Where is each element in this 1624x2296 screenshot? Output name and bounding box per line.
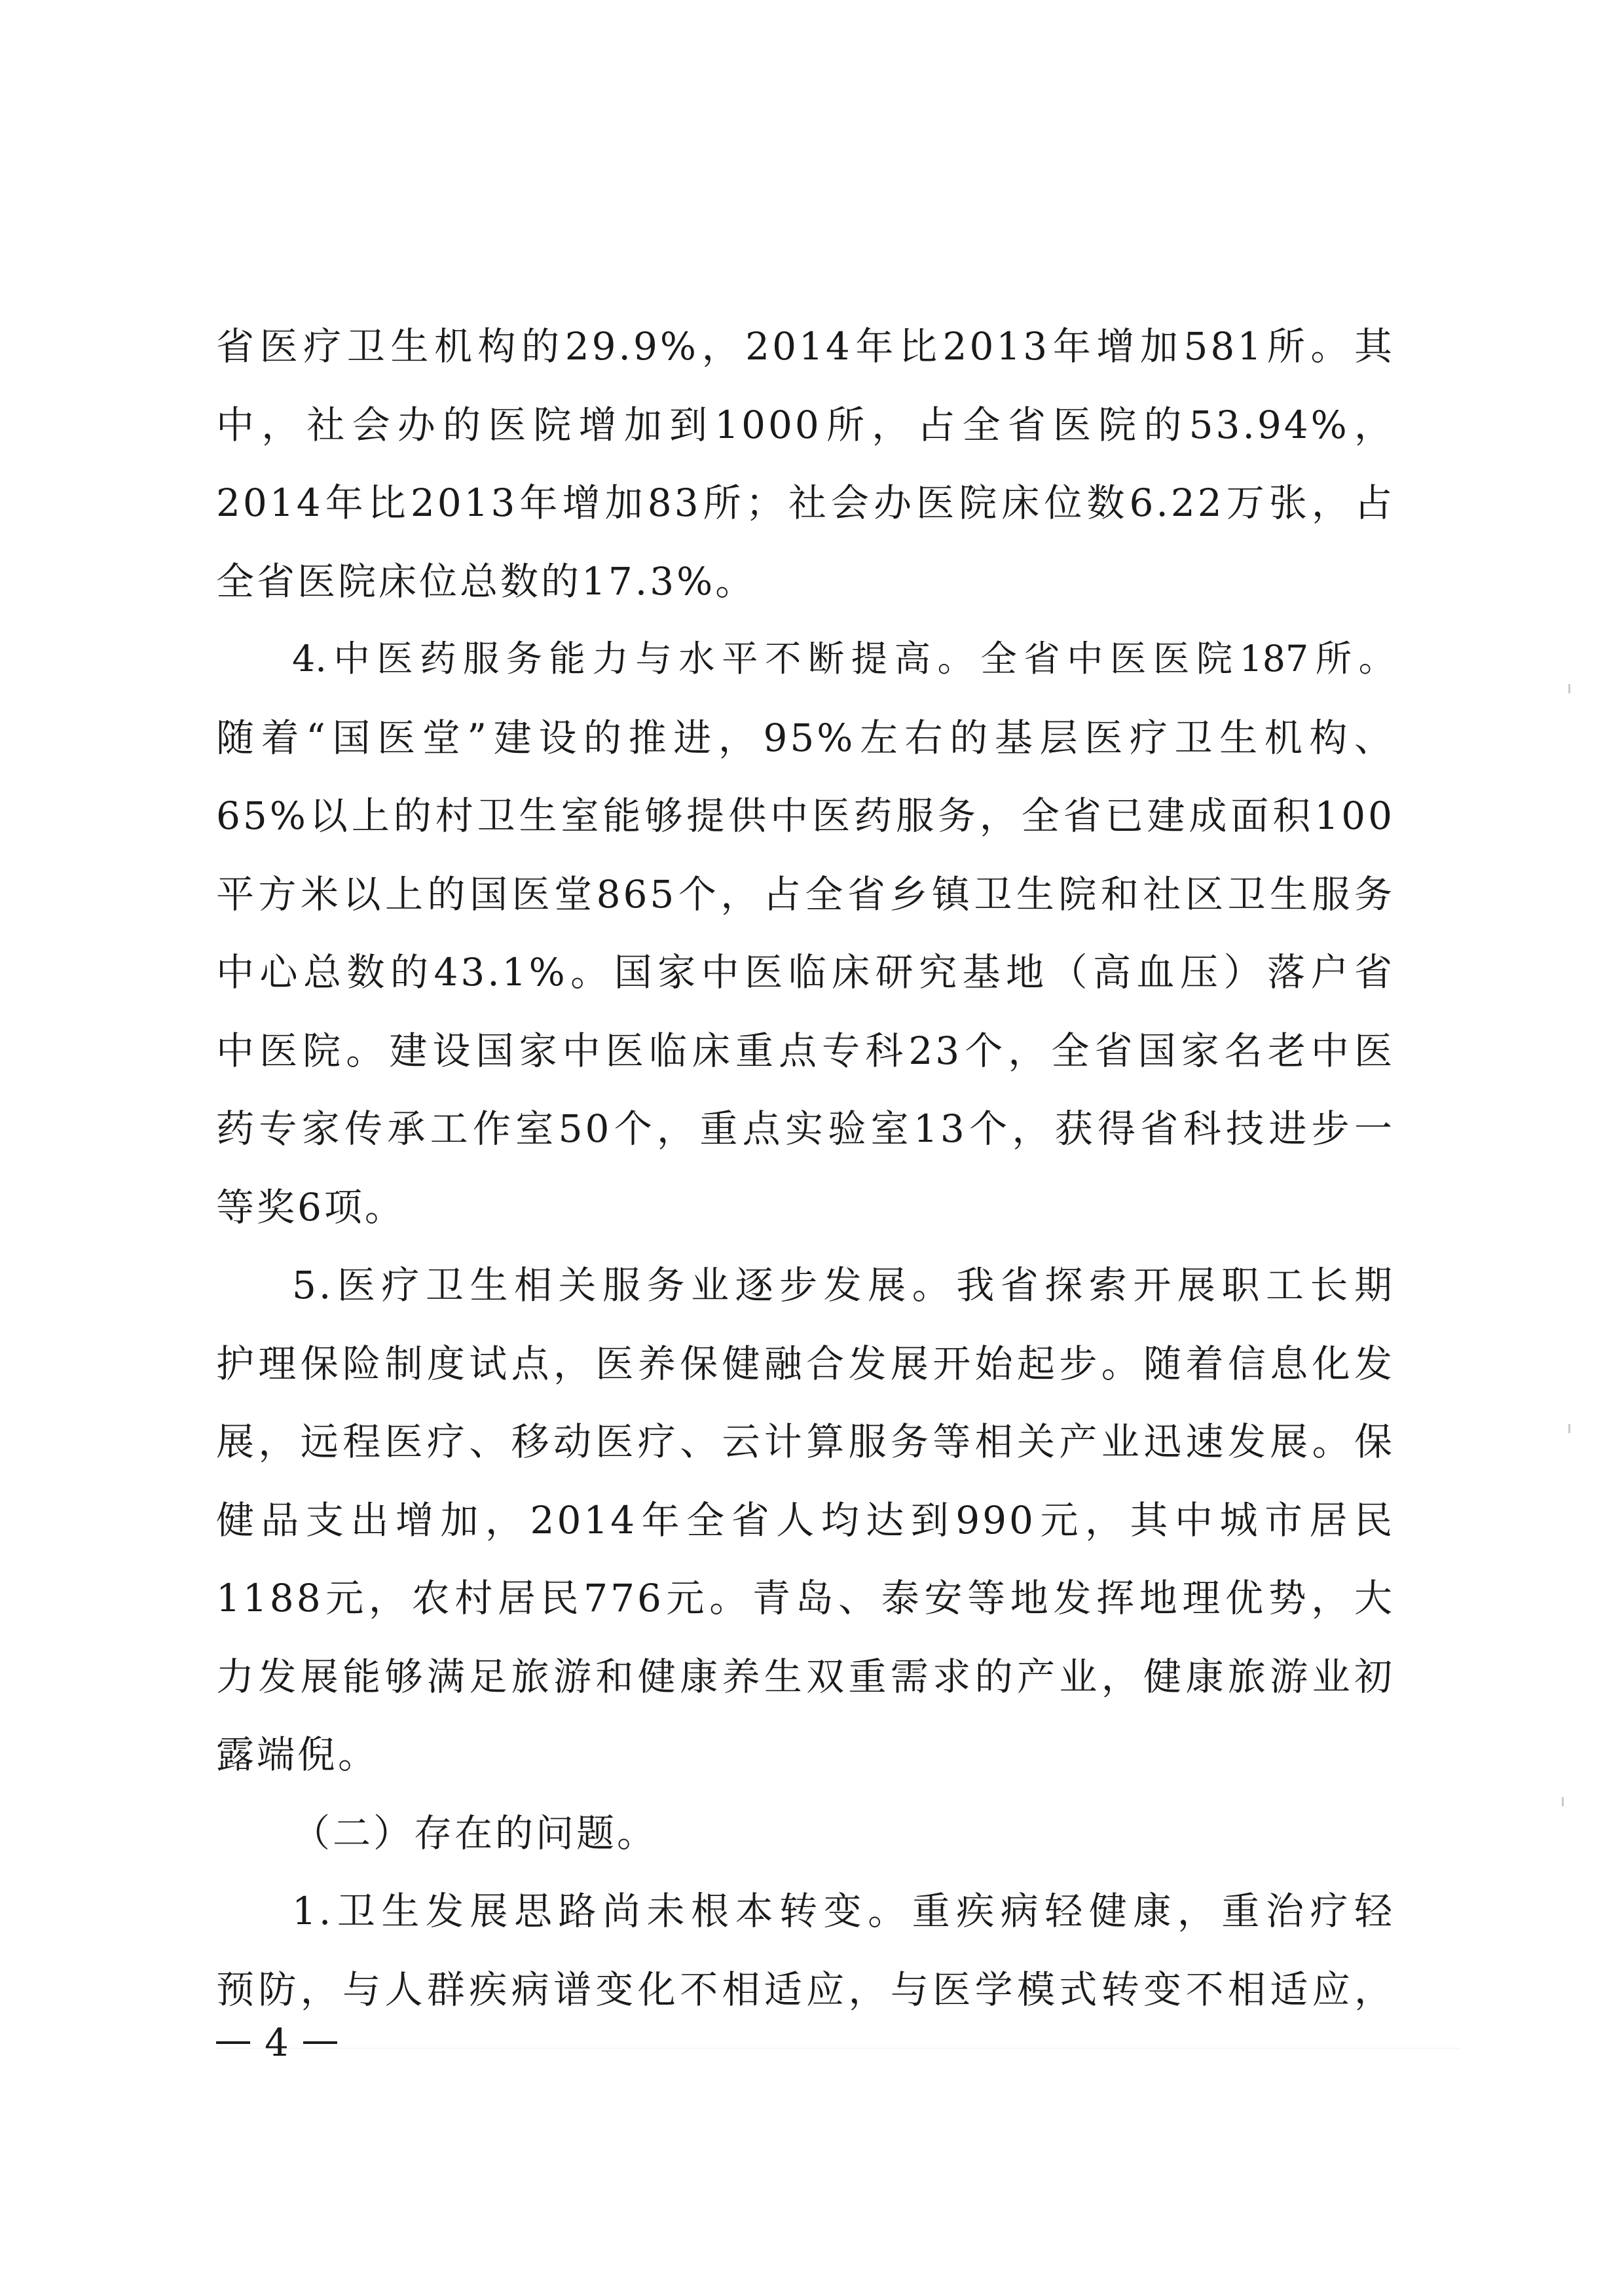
text-line: 全省医院床位总数的17.3%。 (216, 558, 756, 604)
section-heading-problems: （二）存在的问题。 (292, 1810, 658, 1855)
document-body (216, 308, 1395, 2029)
text-line: 露端倪。 (216, 1732, 379, 1777)
text-line: 平方米以上的国医堂865个，占全省乡镇卫生院和社区卫生服务 (216, 871, 1395, 917)
text-line: 2014年比2013年增加83所；社会办医院床位数6.22万张，占 (216, 481, 1395, 525)
text-line: 随着“国医堂”建设的推进，95%左右的基层医疗卫生机构、 (216, 715, 1395, 760)
footer-dash-right (303, 2041, 337, 2044)
text-line: 预防，与人群疾病谱变化不相适应，与医学模式转变不相适应， (216, 1967, 1395, 2012)
section-item-5-heading: 5.医疗卫生相关服务业逐步发展。我省探索开展职工长期 (292, 1263, 1395, 1307)
section-item-4-heading: 4.中医药服务能力与水平不断提高。全省中医医院187所。 (292, 638, 1395, 680)
text-line: 展，远程医疗、移动医疗、云计算服务等相关产业迅速发展。保 (216, 1419, 1395, 1464)
page-number: 4 (265, 2020, 289, 2065)
text-line: 中，社会办的医院增加到1000所，占全省医院的53.94%， (216, 402, 1395, 447)
text-line: 中医院。建设国家中医临床重点专科23个，全省国家名老中医 (216, 1028, 1395, 1073)
scan-mark (1568, 684, 1570, 693)
scan-mark (1562, 1797, 1564, 1806)
section-item-1-heading: 1.卫生发展思路尚未根本转变。重疾病轻健康，重治疗轻 (292, 1889, 1395, 1933)
text-line: 力发展能够满足旅游和健康养生双重需求的产业，健康旅游业初 (216, 1654, 1395, 1699)
text-line: 省医疗卫生机构的29.9%，2014年比2013年增加581所。其 (216, 324, 1395, 369)
text-line: 等奖6项。 (216, 1184, 405, 1230)
text-line: 1188元，农村居民776元。青岛、泰安等地发挥地理优势，大 (216, 1576, 1395, 1620)
text-line: 65%以上的村卫生室能够提供中医药服务，全省已建成面积100 (216, 793, 1395, 838)
text-line: 健品支出增加，2014年全省人均达到990元，其中城市居民 (216, 1497, 1395, 1542)
scan-mark (1568, 1424, 1570, 1433)
text-line: 护理保险制度试点，医养保健融合发展开始起步。随着信息化发 (216, 1341, 1395, 1386)
footer-dash-left (216, 2041, 250, 2044)
page-footer (216, 2020, 413, 2066)
text-line: 药专家传承工作室50个，重点实验室13个，获得省科技进步一 (216, 1106, 1395, 1151)
text-line: 中心总数的43.1%。国家中医临床研究基地（高血压）落户省 (216, 950, 1395, 994)
